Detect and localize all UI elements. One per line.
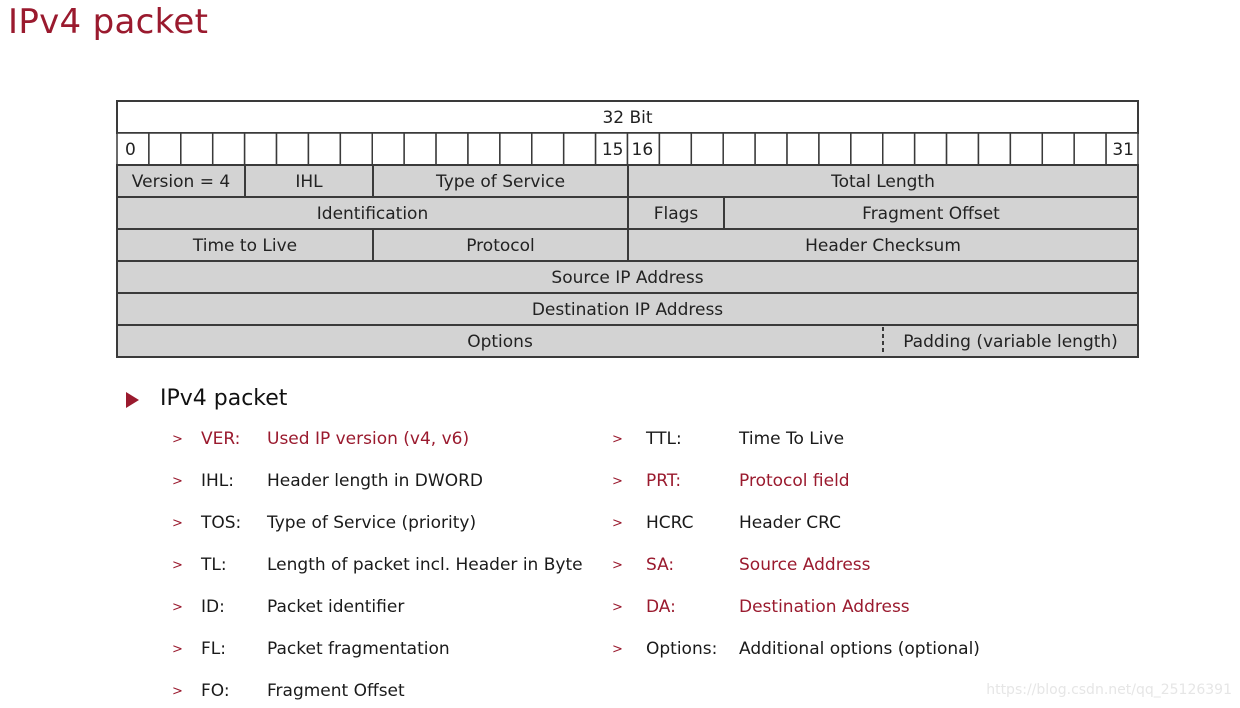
definition-abbr: IHL: [201, 471, 234, 491]
field-label-time-to-live: Time to Live [192, 236, 298, 256]
chevron-right-icon: > [612, 558, 623, 573]
field-label-header-checksum: Header Checksum [805, 236, 961, 256]
definition-item [612, 639, 1172, 663]
field-label-destination-ip-address: Destination IP Address [531, 300, 724, 320]
watermark: https://blog.csdn.net/qq_25126391 [986, 682, 1232, 698]
definition-abbr: TTL: [646, 429, 682, 449]
bullet-title: IPv4 packet [160, 386, 288, 411]
definition-desc: Additional options (optional) [739, 639, 980, 659]
bit-label-16: 16 [631, 140, 654, 160]
definition-desc: Header length in DWORD [267, 471, 483, 491]
page-title: IPv4 packet [8, 2, 209, 42]
definition-desc: Source Address [739, 555, 871, 575]
definition-abbr: TOS: [201, 513, 242, 533]
definition-abbr: ID: [201, 597, 225, 617]
definition-abbr: Options: [646, 639, 718, 659]
definition-abbr: FO: [201, 681, 230, 701]
definition-desc: Used IP version (v4, v6) [267, 429, 470, 449]
chevron-right-icon: > [172, 516, 183, 531]
definition-item [612, 597, 1172, 621]
chevron-right-icon: > [172, 642, 183, 657]
bit-width-label: 32 Bit [602, 108, 653, 128]
definition-desc: Time To Live [739, 429, 845, 449]
definition-abbr: FL: [201, 639, 226, 659]
chevron-right-icon: > [612, 516, 623, 531]
definition-abbr: HCRC [646, 513, 694, 533]
bit-label-0: 0 [125, 140, 136, 160]
chevron-right-icon: > [172, 684, 183, 699]
chevron-right-icon: > [612, 642, 623, 657]
definition-desc: Packet identifier [267, 597, 405, 617]
chevron-right-icon: > [612, 474, 623, 489]
definition-desc: Fragment Offset [267, 681, 405, 701]
definition-abbr: VER: [201, 429, 241, 449]
bit-label-31: 31 [1112, 140, 1134, 160]
field-label-protocol: Protocol [466, 236, 535, 256]
definition-item [612, 555, 1172, 579]
chevron-right-icon: > [172, 432, 183, 447]
field-label-version-4: Version = 4 [131, 172, 231, 192]
definition-abbr: PRT: [646, 471, 682, 491]
definition-item [612, 471, 1172, 495]
definition-item [172, 681, 732, 705]
definition-desc: Length of packet incl. Header in Byte [267, 555, 583, 575]
definition-desc: Protocol field [739, 471, 850, 491]
field-label-flags: Flags [653, 204, 699, 224]
field-label-source-ip-address: Source IP Address [551, 268, 704, 288]
field-label-ihl: IHL [295, 172, 323, 192]
chevron-right-icon: > [172, 474, 183, 489]
bit-label-15: 15 [601, 140, 624, 160]
chevron-right-icon: > [612, 600, 623, 615]
field-label-identification: Identification [316, 204, 429, 224]
field-label-options: Options [467, 332, 533, 352]
chevron-right-icon: > [172, 558, 183, 573]
field-label-total-length: Total Length [831, 172, 935, 192]
definition-abbr: SA: [646, 555, 675, 575]
definition-abbr: DA: [646, 597, 676, 617]
definition-abbr: TL: [201, 555, 227, 575]
chevron-right-icon: > [612, 432, 623, 447]
field-label-type-of-service: Type of Service [435, 172, 566, 192]
definition-item [612, 429, 1172, 453]
definition-desc: Type of Service (priority) [267, 513, 477, 533]
field-label-fragment-offset: Fragment Offset [862, 204, 1000, 224]
definition-desc: Packet fragmentation [267, 639, 450, 659]
field-label-padding-variable-length: Padding (variable length) [903, 332, 1118, 352]
chevron-right-icon: > [172, 600, 183, 615]
definition-desc: Destination Address [739, 597, 910, 617]
definition-desc: Header CRC [739, 513, 842, 533]
definition-item [612, 513, 1172, 537]
